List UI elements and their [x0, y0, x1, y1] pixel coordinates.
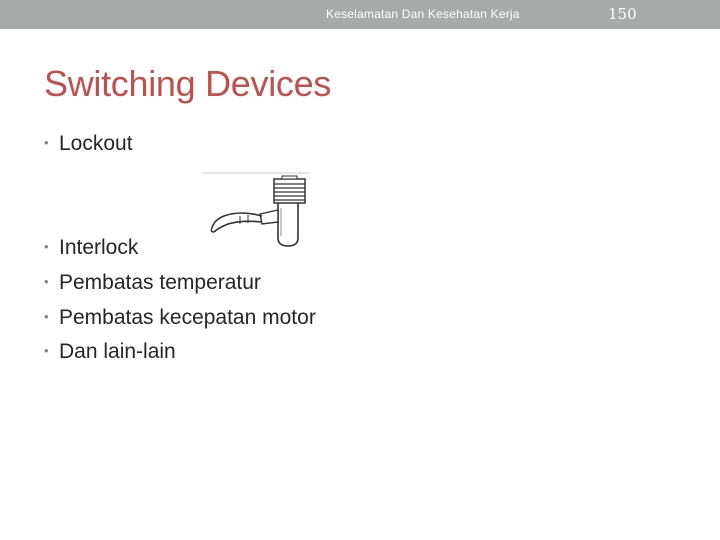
bullet-dot-icon: •: [44, 274, 49, 289]
bullet-dot-icon: •: [44, 309, 49, 324]
page-number: 150: [608, 5, 637, 23]
bullet-item-dan-lain-lain: [44, 340, 176, 364]
bullet-label: Dan lain-lain: [59, 340, 176, 363]
bullet-item-interlock: [44, 236, 138, 260]
bullet-item-pembatas-temperatur: [44, 271, 261, 295]
header-bar: [0, 0, 720, 29]
bullet-label: Interlock: [59, 236, 139, 259]
bullet-item-lockout: [44, 132, 133, 156]
bullet-item-pembatas-kecepatan-motor: [44, 306, 316, 330]
bullet-label: Pembatas temperatur: [59, 271, 261, 294]
bullet-dot-icon: •: [44, 135, 49, 150]
bullet-dot-icon: •: [44, 343, 49, 358]
header-text: Keselamatan Dan Kesehatan Kerja: [326, 7, 520, 21]
bullet-label: Lockout: [59, 132, 133, 155]
bullet-label: Pembatas kecepatan motor: [59, 306, 316, 329]
slide-title: Switching Devices: [44, 63, 332, 104]
bullet-dot-icon: •: [44, 239, 49, 254]
lockout-device-icon: [200, 170, 312, 252]
